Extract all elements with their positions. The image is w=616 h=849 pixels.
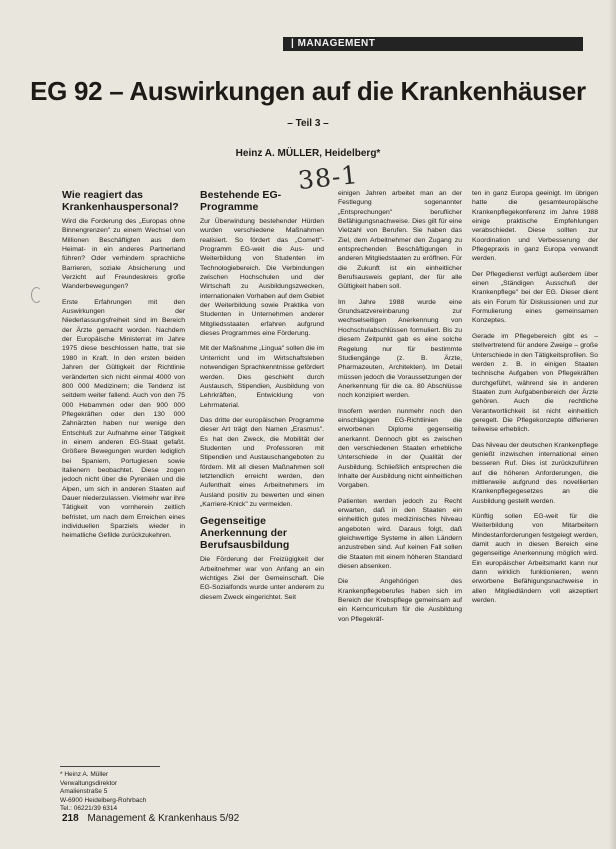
column-4 (472, 189, 598, 611)
journal-name: Management & Krankenhaus 5/92 (87, 813, 240, 824)
column-1 (62, 189, 185, 547)
column-3-paragraph: Im Jahre 1988 wurde eine Grundsatzvereinbarung zur wechselseitigen Anerkennung von Hochschulabschlüssen formuliert. Bis zu diesem Zeitpunkt gab es eine solche Regelung nur für bestimmte Studiengänge (z. B. Ärzte, Pharmazeuten, Architekten). Im Detail müssen jedoch die Voraussetzungen der Anerkennung für die ca. 80 Abschlüsse noch konzipiert werden. (338, 298, 462, 400)
author-footnote (60, 766, 160, 814)
column-3-paragraph: Insofern werden nunmehr noch den einschlägigen EG-Richtlinien die erworbenen Diplome gegenseitig anerkannt. Dennoch gibt es zwischen den verschiedenen Staaten erhebliche Unterschiede in der Qualität der Ausbildung. Schließlich entsprechen die Inhalte der Ausbildung nicht einheitlichen Vorgaben. (338, 407, 462, 490)
column-3-paragraph: einigen Jahren arbeitet man an der Festlegung sogenannter „Entsprechungen" beruflicher Befähigungsnachweise. Dies gilt für eine Vielzahl von Berufen. Sie haben das Ziel, dem Arbeitnehmer den Zugang zu entsprechenden Beschäftigungen in anderen Mitgliedstaaten zu eröffnen. Für die Zukunft ist ein einheitlicher Berufsausweis geplant, der für alle Gültigkeit haben soll. (338, 190, 462, 291)
column-2-paragraph: Die Förderung der Freizügigkeit der Arbeitnehmer war von Anfang an ein wichtiges Ziel der Gemeinschaft. Die EG-Sozialfonds wurde unter anderem zu diesem Zweck eingerichtet. Seit (200, 556, 324, 601)
column-1-paragraph: Wird die Forderung des „Europas ohne Binnengrenzen" zu einem Wechsel von Millionen Beschäftigten aus dem Heimat- in ein anderes Partnerland führen? Oder verhindern sprachliche Barrieren, soziale Absicherung und Verzicht auf Freundeskreis große Wanderbewegungen? (62, 218, 185, 291)
column-1-heading: Wie reagiert das Krankenhauspersonal? (62, 189, 179, 213)
section-label: | MANAGEMENT (283, 37, 583, 51)
handwritten-note: 38-1 (296, 159, 360, 196)
footnote-line: Verwaltungsdirektor (60, 779, 118, 787)
column-4-paragraph: ten in ganz Europa geeinigt. Im übrigen hatte die gesamteuropäische Krankenpflegekonferenz im Jahre 1988 einige praktische Empfehlungen verabschiedet. Diese sollten zur Koordination und Verbesserung der Pflegepraxis in ganz Europa verwandt werden. (472, 190, 598, 263)
column-3-paragraph: Patienten werden jedoch zu Recht erwarten, daß in den Staaten ein einheitlich gutes medizinisches Niveau angeboten wird. Daraus folgt, daß gleichwertige Systeme in allen Ländern anzustreben sind. Auf keinen Fall sollen die Staaten mit einem höheren Standard diesen absenken. (338, 497, 462, 571)
footnote-line: * Heinz A. Müller (60, 771, 109, 778)
page-number: 218 (62, 813, 79, 824)
column-4-paragraph: Das Niveau der deutschen Krankenpflege genießt inzwischen international einen besseren Ruf. Dies ist zurückzuführen auf die höheren Anforderungen, die mittlerweile aufgrund des novellierten Krankenpflegegesetzes an die Ausbildung gestellt werden. (472, 441, 598, 505)
page-footer (62, 813, 239, 824)
column-1-paragraph: Erste Erfahrungen mit den Auswirkungen der Niederlassungsfreiheit sind im Bereich der Ärzte gemacht worden. Nachdem der Europäische Ministerrat im Jahre 1975 diese beschlossen hatte, trat sie 1980 in Kraft. In den ersten beiden Jahren der Gültigkeit der Richtlinie veränderten sich nicht einmal 4000 von 800 000 Medizinern; die Tendenz ist seitdem weiter fallend. Auch von den 75 000 Hebammen oder den 900 000 Pflegekräften oder den 130 000 Zahnärzten haben nur wenige den Entschluß zur Aufnahme einer Tätigkeit in einem anderen EG-Staat gefaßt. Größere Bewegungen wurden lediglich bei Spaniern, Portugiesen sowie Italienern beobachtet. Diese zogen jedoch nicht über die Pyrenäen und die Alpen, um sich in anderen Staaten auf Dauer niederzulassen. Vielmehr war ihre Tätigkeit von vornherein zeitlich befristet, um nach dem Erreichen eines individuellen Sparziels wieder in heimatliche Gefilde zurückzukehren. (62, 298, 185, 540)
footnote-line: Amalienstraße 5 (60, 788, 108, 796)
column-4-paragraph: Künftig sollen EG-weit für die Weiterbildung von Mitarbeitern Mindestanforderungen festgelegt werden, damit auch in diesen Bereich eine gegenseitige Anerkennung möglich wird. Ein europäischer Arbeitsmarkt kann nur dann wirklich funktionieren, wenn erworbene Befähigungsnachweise in allen Mitgliedländern voll akzeptiert werden. (472, 513, 598, 605)
article-title: EG 92 – Auswirkungen auf die Krankenhäuser (30, 76, 586, 106)
column-2-paragraph: Mit der Maßnahme „Lingua" sollen die im Unterricht und im Wirtschaftsleben notwendigen Sprachkenntnisse gefördert werden. Dies geschieht durch Austausch, Stipendien, Ausbildung von Lehrkräften, Entwicklung von Lehrmaterial. (200, 345, 324, 409)
column-4-paragraph: Der Pflegedienst verfügt außerdem über einen „Ständigen Ausschuß der Krankenpflege" bei der EG. Dieser dient als ein Forum für Diskussionen und zur Formulierung eines gemeinsamen Konzeptes. (472, 270, 598, 325)
column-4-paragraph: Gerade im Pflegebereich gibt es – stellvertretend für andere Zweige – große Unterschiede in den Tätigkeitsprofilen. So werden z. B. in einigen Staaten technische Aufgaben von Pflegekräften durchgeführt, während sie in anderen Staaten zum Aufgabenbereich der Ärzte gehören. Auch die rechtliche Verantwortlichkeit ist nicht einheitlich geregelt. Die Pflegekonzepte differieren teilweise erheblich. (472, 332, 598, 434)
article-subtitle: – Teil 3 – (287, 118, 329, 129)
article-author: Heinz A. MÜLLER, Heidelberg* (235, 148, 381, 159)
punch-hole-mark (31, 287, 42, 303)
column-3 (338, 189, 462, 630)
footnote-line: W-6900 Heidelberg-Rohrbach (60, 796, 147, 804)
column-2 (200, 189, 324, 608)
column-2-paragraph: Das dritte der europäischen Programme dieser Art trägt den Namen „Erasmus". Es hat den Zweck, die Mobilität der Studenten und Professoren mit Stipendien und Austauschangeboten zu fördern. Mit all diesen Maßnahmen soll letztendlich erreicht werden, den Aufenthalt eines Arbeitnehmers im Ausland positiv zu bewerten und einen „Karriere-Knick" zu vermeiden. (200, 416, 324, 508)
footnote-line: Tel.: 06221/39 6314 (60, 805, 118, 813)
column-2-heading: Bestehende EG-Programme (200, 189, 282, 213)
scan-edge-shadow (608, 0, 616, 849)
column-2-paragraph: Zur Überwindung bestehender Hürden wurden verschiedene Maßnahmen realisiert. So fördert das „Comett"-Programm EG-weit die Aus- und Weiterbildung von Studenten im Technologiebereich. Die Verbindungen zwischen Hochschulen und der Wirtschaft zu Ausbildungszwecken, internationalen Vorhaben auf dem Gebiet der Weiterbildung sowie Praktika von Studenten in Unternehmen anderer Mitgliedsstaaten erfahren aufgrund dieses Programmes eine Förderung. (200, 218, 324, 338)
column-2-subheading: Gegenseitige Anerkennung der Berufsausbildung (200, 515, 290, 552)
column-3-paragraph: Die Angehörigen des Krankenpflegeberufes haben sich im Bereich der Krebspflege gemeinsam auf ein Kerncurriculum für die Ausbildung von Pflegekräf- (338, 578, 462, 623)
